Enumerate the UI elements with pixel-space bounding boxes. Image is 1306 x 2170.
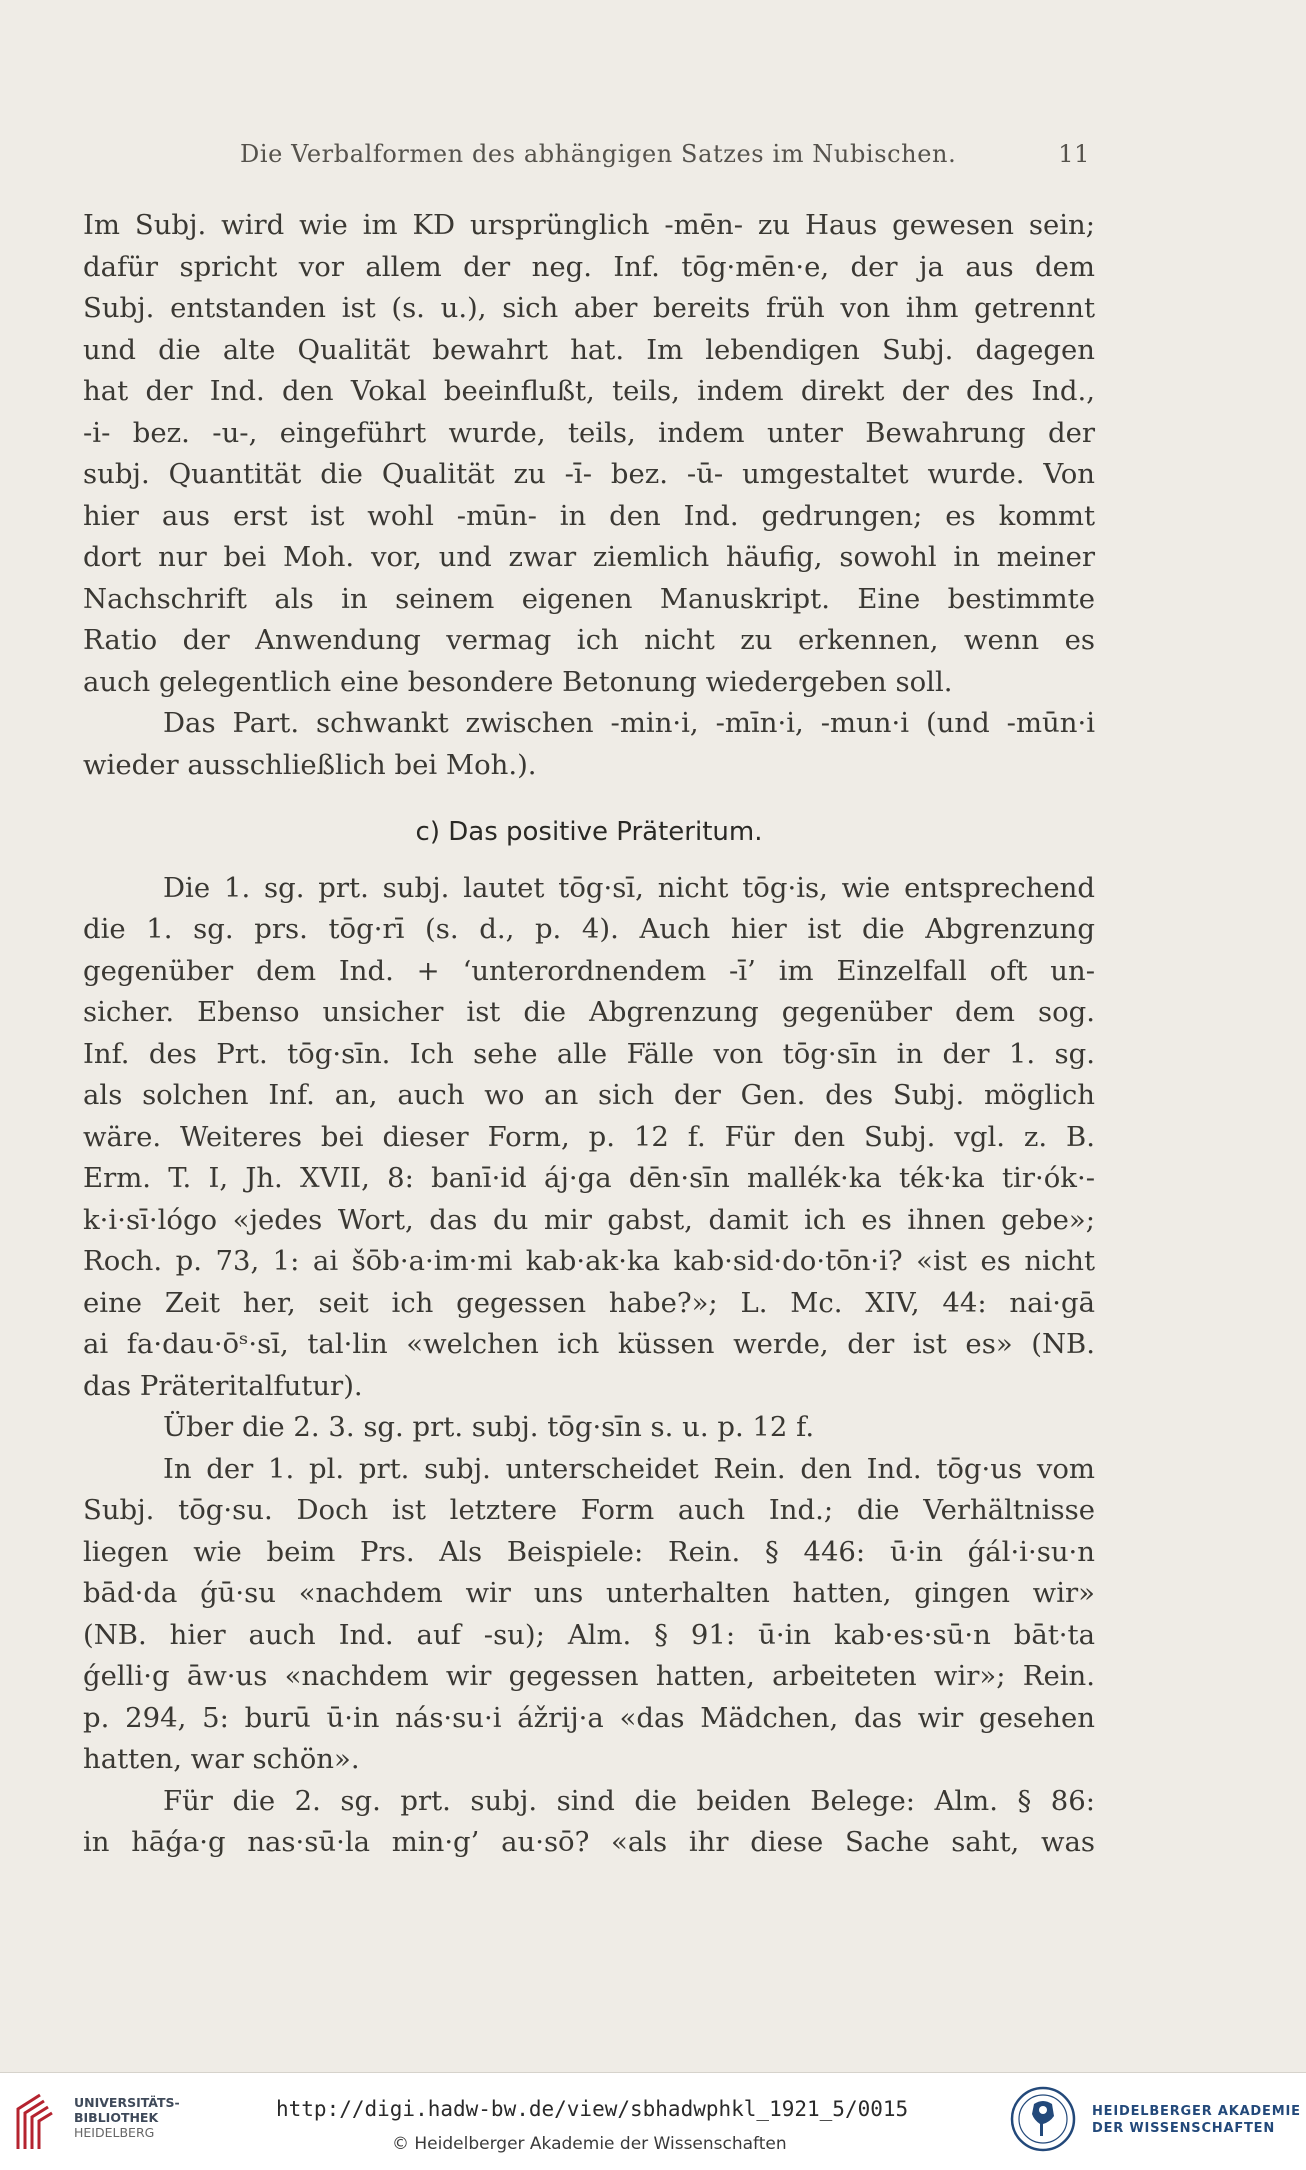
permalink-url[interactable]: http://digi.hadw-bw.de/view/sbhadwphkl_1921_5/0015 bbox=[276, 2097, 909, 2121]
text-line: Ratio der Anwendung vermag ich nicht zu erkennen, wenn es bbox=[83, 624, 1095, 656]
text-line: -i- bez. -u-, eingeführt wurde, teils, indem unter Bewahrung der bbox=[83, 416, 1095, 449]
text-line: Nachschrift als in seinem eigenen Manuskript. Eine bestimmte bbox=[83, 582, 1095, 615]
text-line: (NB. hier auch Ind. auf -su); Alm. § 91: ū·in kab·es·sū·n bāt·ta bbox=[83, 1618, 1095, 1651]
text-line: Das Part. schwankt zwischen -min·i, -mīn·i, -mun·i (und -mūn·i bbox=[163, 707, 1095, 739]
text-line: Für die 2. sg. prt. subj. sind die beiden Belege: Alm. § 86: bbox=[163, 1784, 1095, 1817]
text-line: Roch. p. 73, 1: ai šōb·a·im·mi kab·ak·ka kab·sid·do·tōn·i? «ist es nicht bbox=[83, 1245, 1095, 1277]
text-line: hatten, war schön». bbox=[83, 1743, 360, 1775]
university-library-logo-icon[interactable] bbox=[14, 2091, 64, 2153]
text-line: p. 294, 5: burū ū·in nás·su·i ážrij·a «das Mädchen, das wir gesehen bbox=[83, 1701, 1095, 1734]
text-line: hier aus erst ist wohl -mūn- in den Ind. gedrungen; es kommt bbox=[83, 499, 1095, 532]
academy-line-1: HEIDELBERGER AKADEMIE bbox=[1092, 2104, 1301, 2119]
text-line: eine Zeit her, seit ich gegessen habe?»; L. Mc. XIV, 44: nai·gā bbox=[83, 1286, 1095, 1319]
footer-bar bbox=[0, 2072, 1306, 2170]
text-line: Erm. T. I, Jh. XVII, 8: banī·id áj·ga dēn·sīn mallék·ka ték·ka tir·ók·- bbox=[83, 1162, 1095, 1194]
text-line: hat der Ind. den Vokal beeinflußt, teils, indem direkt der des Ind., bbox=[83, 375, 1095, 407]
library-line-2: BIBLIOTHEK bbox=[74, 2110, 159, 2125]
library-name bbox=[74, 2095, 180, 2140]
text-line: ai fa·dau·ōˢ·sī, tal·lin «welchen ich küssen werde, der ist es» (NB. bbox=[83, 1328, 1095, 1360]
text-line: k·i·sī·lógo «jedes Wort, das du mir gabst, damit ich es ihnen gebe»; bbox=[83, 1203, 1095, 1236]
section-heading: c) Das positive Präteritum. bbox=[415, 817, 763, 847]
text-line: Im Subj. wird wie im KD ursprünglich -mēn- zu Haus gewesen sein; bbox=[83, 209, 1095, 241]
text-line: subj. Quantität die Qualität zu -ī- bez. -ū- umgestaltet wurde. Von bbox=[83, 458, 1095, 490]
text-line: die 1. sg. prs. tōg·rī (s. d., p. 4). Auch hier ist die Abgrenzung bbox=[83, 913, 1095, 945]
text-line: wäre. Weiteres bei dieser Form, p. 12 f. Für den Subj. vgl. z. B. bbox=[83, 1120, 1095, 1153]
text-line: in hāǵa·g nas·sū·la min·g’ au·sō? «als ihr diese Sache saht, was bbox=[83, 1826, 1095, 1858]
text-line: liegen wie beim Prs. Als Beispiele: Rein. § 446: ū·in ǵál·i·su·n bbox=[83, 1535, 1095, 1568]
text-line: sicher. Ebenso unsicher ist die Abgrenzung gegenüber dem sog. bbox=[83, 996, 1095, 1028]
copyright-notice: © Heidelberger Akademie der Wissenschaften bbox=[392, 2134, 787, 2154]
text-line: Subj. entstanden ist (s. u.), sich aber bereits früh von ihm getrennt bbox=[83, 292, 1095, 324]
running-head-title: Die Verbalformen des abhängigen Satzes im Nubischen. bbox=[240, 140, 957, 168]
text-line: und die alte Qualität bewahrt hat. Im lebendigen Subj. dagegen bbox=[83, 333, 1095, 366]
text-line: Über die 2. 3. sg. prt. subj. tōg·sīn s. u. p. 12 f. bbox=[163, 1411, 815, 1443]
academy-name bbox=[1092, 2103, 1301, 2137]
text-line: gegenüber dem Ind. + ‘unterordnendem -ī’ im Einzelfall oft un- bbox=[83, 954, 1095, 987]
body-text bbox=[83, 205, 1095, 1864]
text-line: auch gelegentlich eine besondere Betonung wiedergeben soll. bbox=[83, 665, 953, 698]
text-line: wieder ausschließlich bei Moh.). bbox=[83, 748, 537, 781]
page-number: 11 bbox=[1058, 140, 1090, 168]
library-line-1: UNIVERSITÄTS- bbox=[74, 2095, 180, 2110]
academy-line-2: DER WISSENSCHAFTEN bbox=[1092, 2121, 1276, 2136]
text-line: dafür spricht vor allem der neg. Inf. tōg·mēn·e, der ja aus dem bbox=[83, 250, 1095, 283]
text-line: In der 1. pl. prt. subj. unterscheidet Rein. den Ind. tōg·us vom bbox=[163, 1452, 1095, 1485]
academy-seal-icon[interactable] bbox=[1010, 2086, 1076, 2152]
text-line: Die 1. sg. prt. subj. lautet tōg·sī, nicht tōg·is, wie entsprechend bbox=[163, 871, 1095, 904]
text-line: Subj. tōg·su. Doch ist letztere Form auch Ind.; die Verhältnisse bbox=[83, 1494, 1095, 1526]
text-line: dort nur bei Moh. vor, und zwar ziemlich häufig, sowohl in meiner bbox=[83, 541, 1095, 573]
library-line-3: HEIDELBERG bbox=[74, 2125, 155, 2140]
text-line: ǵelli·g āw·us «nachdem wir gegessen hatten, arbeiteten wir»; Rein. bbox=[83, 1660, 1095, 1692]
text-line: Inf. des Prt. tōg·sīn. Ich sehe alle Fälle von tōg·sīn in der 1. sg. bbox=[83, 1037, 1095, 1070]
text-line: bād·da ǵū·su «nachdem wir uns unterhalten hatten, gingen wir» bbox=[83, 1577, 1095, 1609]
text-line: das Präteritalfutur). bbox=[83, 1369, 363, 1402]
text-line: als solchen Inf. an, auch wo an sich der Gen. des Subj. möglich bbox=[83, 1079, 1095, 1111]
